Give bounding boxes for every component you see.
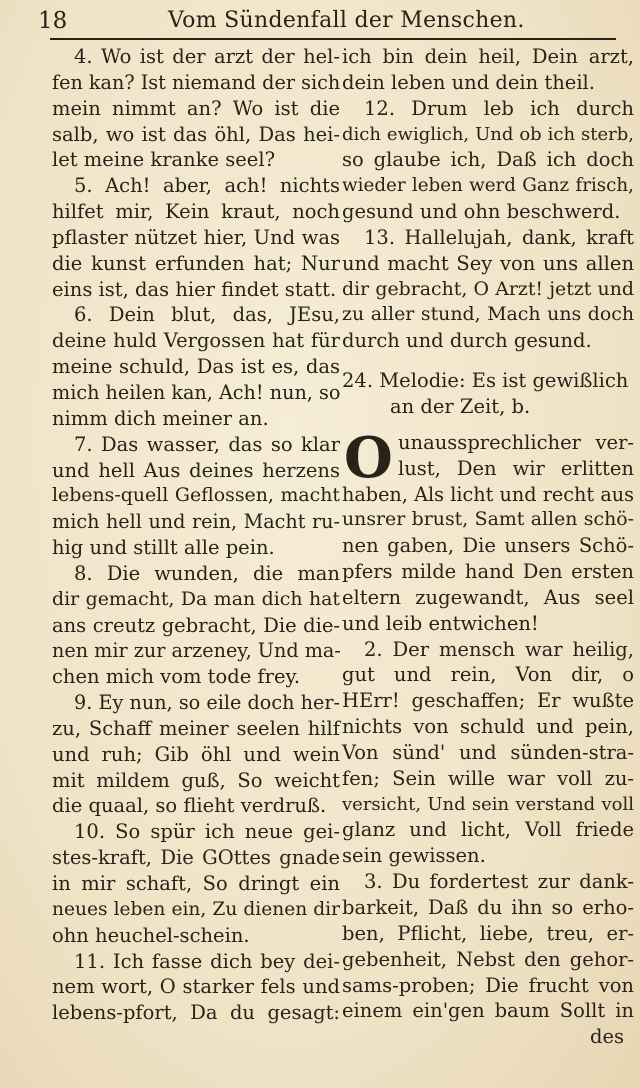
text-line: 6. Dein blut, das, JEsu,	[74, 303, 340, 327]
drop-cap: O	[344, 424, 393, 491]
text-line: gut und rein, Von dir, o	[342, 663, 634, 687]
text-line: neues leben ein, Zu dienen dir	[52, 898, 340, 920]
text-line: sein gewissen.	[342, 844, 486, 868]
text-line: pflaster nützet hier, Und was	[52, 225, 340, 249]
text-line: die kunst erfunden hat; Nur	[52, 251, 340, 275]
text-line: 3. Du fordertest zur dank-	[364, 870, 634, 894]
text-line: mit mildem guß, So weicht	[52, 768, 340, 792]
text-line: unaussprechlicher ver-	[398, 430, 634, 454]
text-line: 5. Ach! aber, ach! nichts	[74, 174, 340, 198]
page-header	[38, 4, 616, 38]
text-line: nen mir zur arzeney, Und ma-	[52, 639, 341, 663]
text-line: dir gebracht, O Arzt! jetzt und	[342, 277, 634, 300]
text-line: sams-proben; Die frucht von	[342, 973, 634, 997]
text-line: dir gemacht, Da man dich hat	[52, 587, 340, 610]
text-line: durch und durch gesund.	[342, 329, 592, 353]
text-line: so glaube ich, Daß ich doch	[342, 148, 634, 172]
text-line: und hell Aus deines herzens	[52, 458, 340, 482]
text-line: 8. Die wunden, die man	[74, 561, 340, 585]
text-line: 13. Hallelujah, dank, kraft	[364, 225, 634, 249]
text-line: haben, Als licht und recht aus	[342, 482, 634, 506]
text-line: ich bin dein heil, Dein arzt,	[342, 45, 634, 68]
text-line: eins ist, das hier findet statt.	[52, 277, 337, 301]
text-line: gesund und ohn beschwerd.	[342, 200, 621, 224]
text-line: nem wort, O starker fels und	[52, 975, 340, 999]
text-line: meine schuld, Das ist es, das	[52, 355, 340, 379]
text-line: 4. Wo ist der arzt der hel-	[74, 45, 340, 68]
text-line: die quaal, so flieht verdruß.	[52, 794, 327, 818]
text-line: und macht Sey von uns allen	[342, 251, 634, 275]
text-line: stes-kraft, Die GOttes gnade	[52, 846, 340, 870]
running-title: Vom Sündenfall der Menschen.	[168, 8, 525, 33]
text-line: 12. Drum leb ich durch	[364, 96, 634, 120]
text-line: fen kan? Ist niemand der sich	[52, 70, 341, 94]
text-line: eltern zugewandt, Aus seel	[342, 585, 634, 609]
text-line: nimm dich meiner an.	[52, 406, 269, 430]
text-line: lust, Den wir erlitten	[398, 456, 634, 480]
left-column	[52, 44, 340, 1026]
right-column	[342, 44, 634, 1050]
text-line: 2. Der mensch war heilig,	[364, 637, 634, 661]
text-line: einem ein'gen baum Sollt in	[342, 999, 634, 1023]
text-line: 7. Das wasser, das so klar	[74, 432, 340, 456]
text-line: ohn heuchel-schein.	[52, 923, 250, 947]
text-line: zu, Schaff meiner seelen hilf	[52, 716, 340, 740]
text-line: in mir schaft, So dringt ein	[52, 872, 340, 895]
text-line: salb, wo ist das öhl, Das hei-	[52, 122, 340, 146]
text-line: mich hell und rein, Macht ru-	[52, 510, 340, 534]
text-line: 9. Ey nun, so eile doch her-	[74, 691, 340, 715]
text-line: nen gaben, Die unsers Schö-	[342, 534, 634, 558]
text-line: lebens-pfort, Da du gesagt:	[52, 1001, 340, 1025]
text-line: chen mich vom tode frey.	[52, 665, 301, 689]
text-line: deine huld Vergossen hat für	[52, 329, 340, 353]
text-line: fen; Sein wille war voll zu-	[342, 766, 634, 790]
text-line: ben, Pflicht, liebe, treu, er-	[342, 921, 634, 945]
text-line: unsrer brust, Samt allen schö-	[342, 508, 634, 531]
text-line: lebens-quell Geflossen, macht	[52, 484, 340, 507]
text-line: versicht, Und sein verstand voll	[342, 793, 634, 815]
text-line: ans creutz gebracht, Die die-	[52, 613, 340, 637]
text-line: gebenheit, Nebst den gehor-	[342, 947, 634, 971]
text-line: dein leben und dein theil.	[342, 70, 595, 94]
hymn-opening	[342, 424, 634, 491]
text-line: dich ewiglich, Und ob ich sterb,	[342, 123, 634, 145]
melody-heading-cont: an der Zeit, b.	[390, 394, 531, 418]
text-line: wieder leben werd Ganz frisch,	[342, 175, 634, 197]
spacer	[342, 354, 634, 368]
text-line: hig und stillt alle pein.	[52, 536, 275, 560]
text-line: glanz und licht, Voll friede	[342, 818, 634, 842]
text-line: nichts von schuld und pein,	[342, 715, 634, 739]
text-line: zu aller stund, Mach uns doch	[342, 303, 634, 326]
text-line: mein nimmt an? Wo ist die	[52, 96, 340, 120]
text-line: hilfet mir, Kein kraut, noch	[52, 200, 340, 224]
text-line: mich heilen kan, Ach! nun, so	[52, 380, 341, 404]
text-line: 11. Ich fasse dich bey dei-	[74, 949, 340, 973]
text-line: HErr! geschaffen; Er wußte	[342, 689, 634, 713]
text-line: pfers milde hand Den ersten	[342, 560, 634, 584]
text-line: Von sünd' und sünden-stra-	[342, 740, 634, 764]
melody-heading: 24. Melodie: Es ist gewißlich	[342, 369, 629, 393]
catchword: des	[589, 1025, 624, 1049]
page-number: 18	[38, 8, 68, 34]
text-line: und ruh; Gib öhl und wein	[52, 742, 340, 766]
text-line: barkeit, Daß du ihn so erho-	[342, 896, 634, 919]
text-line: 10. So spür ich neue gei-	[74, 820, 340, 844]
text-line: let meine kranke seel?	[52, 148, 276, 172]
header-rule	[50, 38, 616, 40]
text-line: und leib entwichen!	[342, 611, 539, 635]
